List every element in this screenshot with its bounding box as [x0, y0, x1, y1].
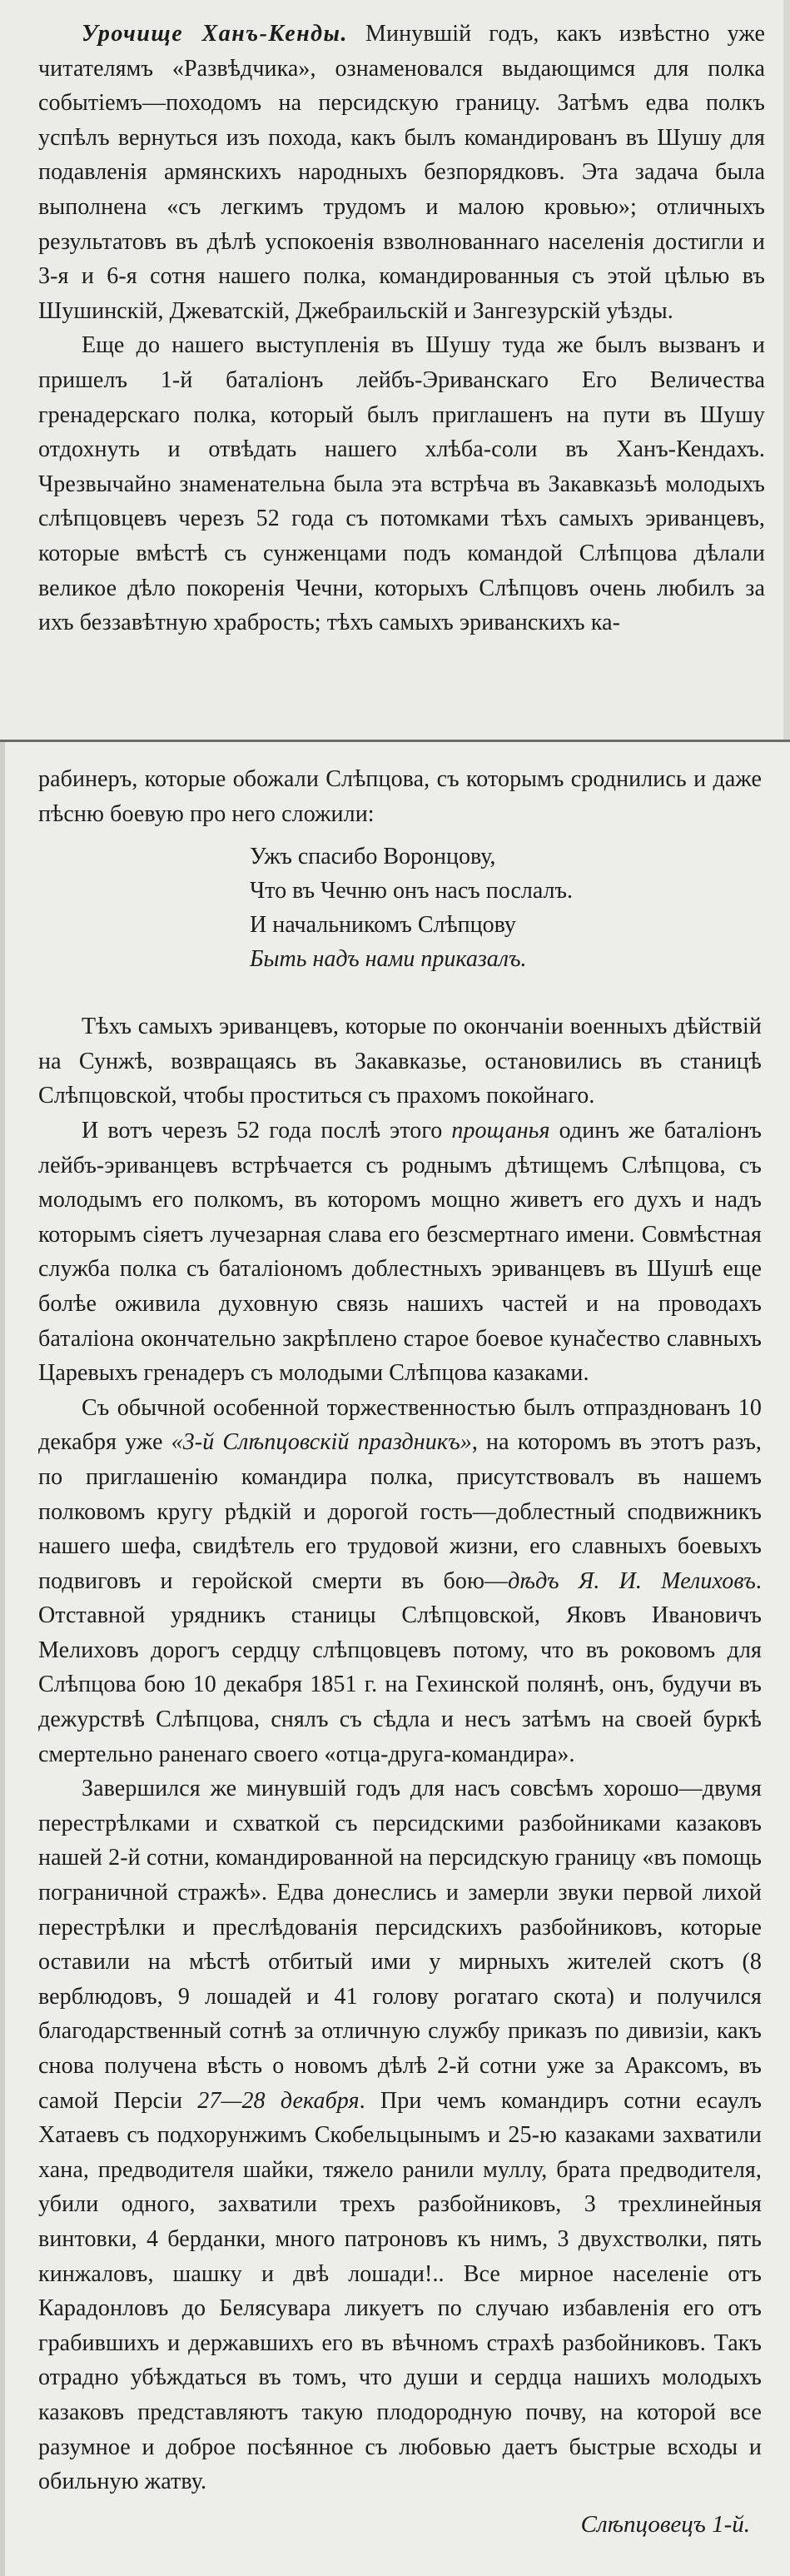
paragraph-1: Урочище Ханъ-Кенды. Минувшій годъ, какъ извѣстно уже читателямъ «Развѣдчика», ознаменовался выдающимся для полка событіемъ—походомъ на персидскую границу. Затѣмъ едва полкъ успѣлъ вернуться изъ похода, какъ былъ командированъ въ Шушу для подавленія армянскихъ народныхъ безпорядковъ. Эта задача была выполнена «съ легкимъ трудомъ и малою кровью»; отличныхъ результатовъ въ дѣлѣ успокоенія взволнованнаго населенія достигли и 3-я и 6-я сотня нашего полка, командированныя съ этой цѣлью въ Шушинскій, Джеватскій, Джебраильскій и Зангезурскій уѣзды. — [38, 21, 765, 324]
article-clipping-bottom — [0, 740, 790, 2576]
verse-line: Быть надъ нами приказалъ. — [250, 946, 527, 973]
article-clipping-top — [0, 0, 790, 740]
verse-line: И начальникомъ Слѣпцову — [250, 912, 516, 939]
author-signature: Слѣпцовецъ 1-й. — [580, 2510, 750, 2538]
verse-line: Ужъ спасибо Воронцову, — [250, 844, 496, 870]
verse-line: Что въ Чечню онъ насъ послалъ. — [250, 878, 573, 904]
paragraph-meeting: И вотъ черезъ 52 года послѣ этого прощанья одинъ же баталіонъ лейбъ-эриванцевъ встрѣчается съ роднымъ дѣтищемъ Слѣпцова, съ молодымъ его полкомъ, въ которомъ мощно живетъ его духъ и надъ которымъ сіяетъ лучезарная слава его безсмертнаго имени. Совмѣстная служба полка съ баталіономъ доблестныхъ эриванцевъ въ Шушѣ еще болѣе оживила духовную связь нашихъ частей и на проводахъ баталіона окончательно закрѣплено старое боевое кунačество славныхъ Царевыхъ гренадеръ съ молодыми Слѣпцова казаками. — [38, 1117, 763, 1387]
paragraph-continuation: рабинеръ, которые обожали Слѣпцова, съ которымъ сроднились и даже пѣсню боевую про него сложили: — [38, 766, 762, 827]
page-edge — [0, 742, 5, 2576]
paragraph-skirmish: Завершился же минувшій годъ для насъ совсѣмъ хорошо—двумя перестрѣлками и схваткой съ персидскими разбойниками казаковъ нашей 2-й сотни, командированной на персидскую границу «въ помощь пограничной стражѣ». Едва донеслись и замерли звуки первой лихой перестрѣлки и преслѣдованія персидскихъ разбойниковъ, которые оставили на мѣстѣ отбитый ими у мирныхъ жителей скотъ (8 верблюдовъ, 9 лошадей и 41 голову рогатаго скота) и получился благодарственный сотнѣ за отличную службу приказъ по дивизіи, какъ снова получена вѣсть о новомъ дѣлѣ 2-й сотни уже за Араксомъ, въ самой Персіи 27—28 декабря. При чемъ командиръ сотни есаулъ Хатаевъ съ подхорунжимъ Скобельцынымъ и 25-ю казаками захватили хана, предводителя шайки, тяжело ранили муллу, брата предводителя, убили одного, захватили трехъ разбойниковъ, 3 трехлинейныя винтовки, 4 берданки, много патроновъ къ нимъ, 3 двухстволки, пять кинжаловъ, шашку и двѣ лошади!.. Все мирное населеніе отъ Карадонловъ до Белясувара ликуетъ по случаю избавленія его отъ грабившихъ и державшихъ его въ вѣчномъ страхѣ разбойниковъ. Такъ отрадно убѣждаться въ томъ, что души и сердца нашихъ молодыхъ казаковъ представляютъ такую плодородную почву, на которой все разумное и доброе посѣянное съ любовью даетъ быстрые всходы и обильную жатву. — [38, 1776, 762, 2495]
song-verse — [250, 840, 762, 976]
paragraph-holiday: Съ обычной особенной торжественностью былъ отпразднованъ 10 декабря уже «3-й Слѣпцовскій праздникъ», на которомъ въ этотъ разъ, по приглашенію командира полка, присутствовалъ въ нашемъ полковомъ кругу рѣдкій и дорогой гость—доблестный сподвижникъ нашего шефа, свидѣтель его трудовой жизни, его славныхъ боевыхъ подвиговъ и геройской смерти въ бою—дѣдъ Я. И. Мелиховъ. Отставной урядникъ станицы Слѣпцовской, Яковъ Ивановичъ Мелиховъ дорогъ сердцу слѣпцовцевъ потому, что въ роковомъ для Слѣпцова бою 10 декабря 1851 г. на Гехинской полянѣ, онъ, будучи въ дежурствѣ Слѣпцова, снялъ съ сѣдла и несъ затѣмъ на своей буркѣ смертельно раненаго своего «отца-друга-командира». — [38, 1394, 763, 1767]
article-title: Урочище Ханъ-Кенды. — [82, 21, 348, 47]
page-edge — [783, 0, 790, 740]
paragraph-erivan: Тѣхъ самыхъ эриванцевъ, которые по окончаніи военныхъ дѣйствій на Сунжѣ, возвращаясь въ Закавказье, остановились въ станицѣ Слѣпцовской, чтобы проститься съ прахомъ покойнаго. — [38, 1014, 762, 1109]
paragraph-2: Еще до нашего выступленія въ Шушу туда же былъ вызванъ и пришелъ 1-й баталіонъ лейбъ-Эриванскаго Его Величества гренадерскаго полка, который былъ приглашенъ на пути въ Шушу отдохнуть и отвѣдать нашего хлѣба-соли въ Ханъ-Кендахъ. Чрезвычайно знаменательна была эта встрѣча въ Закавказьѣ молодыхъ слѣпцовцевъ черезъ 52 года съ потомками тѣхъ самыхъ эриванцевъ, которые вмѣстѣ съ сунженцами подъ командой Слѣпцова дѣлали великое дѣло покоренія Чечни, которыхъ Слѣпцовъ очень любилъ за ихъ беззавѣтную храбрость; тѣхъ самыхъ эриванскихъ ка- — [38, 332, 765, 636]
